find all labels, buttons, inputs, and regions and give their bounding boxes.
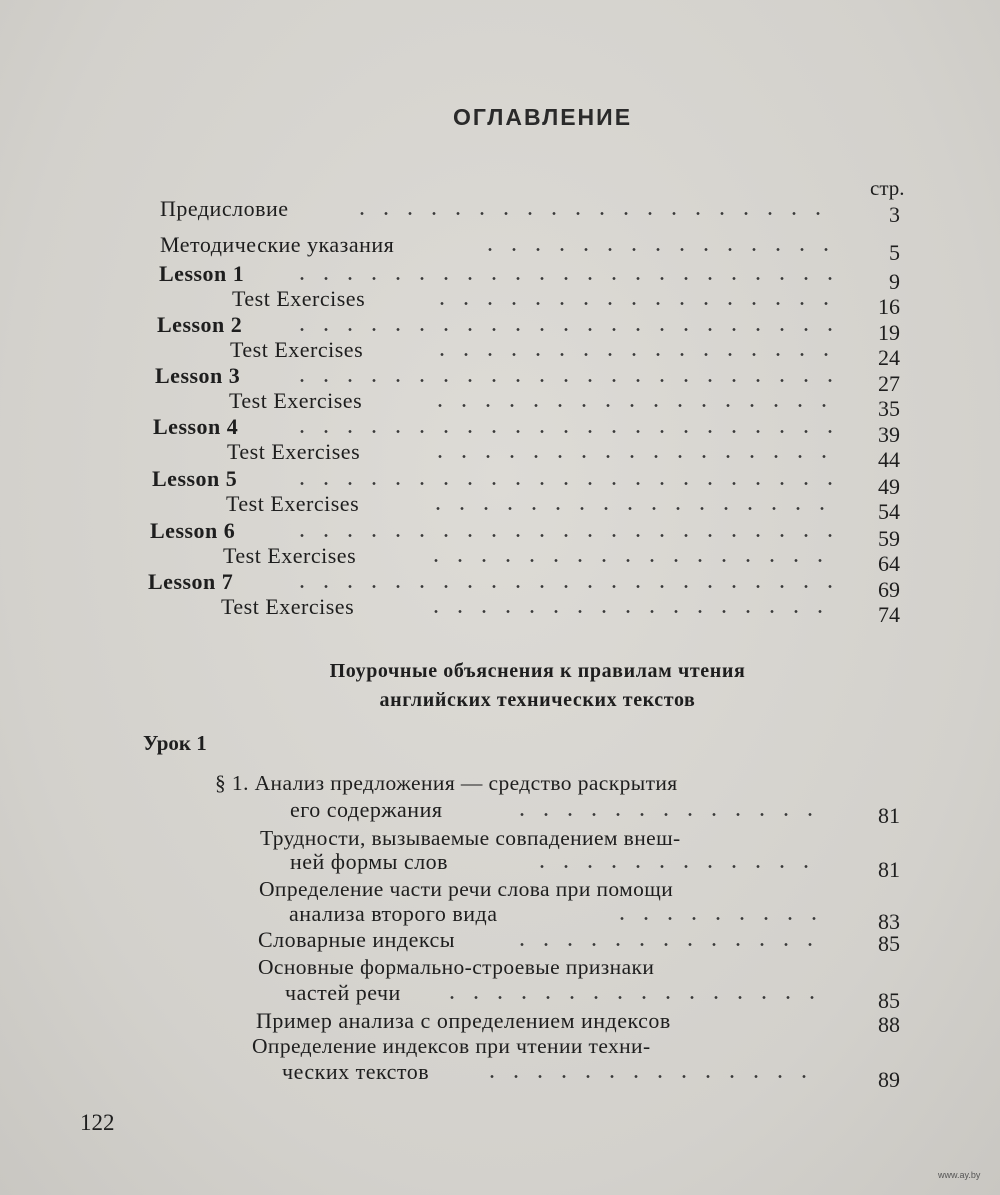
leader-dots <box>478 248 840 251</box>
section-entry <box>0 1059 1000 1092</box>
leader-dots <box>290 277 840 280</box>
toc-entry-page: 16 <box>878 294 900 319</box>
toc-entry-test-1 <box>0 286 1000 319</box>
section-page: 81 <box>878 803 900 828</box>
toc-entry-label: Lesson 3 <box>155 363 241 388</box>
toc-entry-lesson-2 <box>0 312 1000 345</box>
leader-dots <box>424 559 840 562</box>
toc-entry-page: 64 <box>878 551 900 576</box>
toc-entry-label: Методические указания <box>160 232 395 257</box>
toc-entry-page: 54 <box>878 499 900 524</box>
section-entry <box>0 1008 1000 1037</box>
toc-entry-page: 39 <box>878 422 900 447</box>
toc-entry-label: Test Exercises <box>226 491 360 516</box>
toc-entry-lesson-6 <box>0 518 1000 551</box>
section-entry <box>0 849 1000 882</box>
leader-dots <box>428 404 840 407</box>
section-label: ческих текстов <box>282 1059 430 1084</box>
toc-entry-page: 69 <box>878 577 900 602</box>
toc-entry-label: Lesson 4 <box>153 414 239 439</box>
toc-entry-page: 49 <box>878 474 900 499</box>
leader-dots <box>290 534 840 537</box>
toc-entry-test-2 <box>0 337 1000 370</box>
leader-dots <box>290 328 840 331</box>
section-page: 85 <box>878 931 900 956</box>
toc-entry-label: Lesson 5 <box>152 466 238 491</box>
toc-entry-test-6 <box>0 543 1000 576</box>
section-page: 81 <box>878 857 900 882</box>
toc-entry-page: 27 <box>878 371 900 396</box>
section-line: § 1. Анализ предложения — средство раскрытия <box>215 771 678 795</box>
section-label: Словарные индексы <box>258 927 456 952</box>
toc-entry-label: Test Exercises <box>221 594 355 619</box>
toc-entry-page: 24 <box>878 345 900 370</box>
toc-entry-label: Test Exercises <box>223 543 357 568</box>
section-entry <box>0 797 1000 828</box>
toc-entry-label: Lesson 1 <box>159 261 245 286</box>
toc-entry-test-7 <box>0 594 1000 627</box>
section-line: Определение части речи слова при помощи <box>259 877 674 901</box>
toc-entry-label: Lesson 7 <box>148 569 234 594</box>
watermark: www.ay.by <box>938 1170 981 1180</box>
section-page: 89 <box>878 1067 900 1092</box>
toc-entry-page: 59 <box>878 526 900 551</box>
section-subtitle-line-2: английских технических текстов <box>379 689 696 711</box>
toc-entry-lesson-4 <box>0 414 1000 447</box>
section-label: ней формы слов <box>290 849 449 874</box>
section-page: 83 <box>878 909 900 934</box>
toc-entry-label: Lesson 6 <box>150 518 236 543</box>
toc-entry-label: Предисловие <box>160 196 289 221</box>
section-label: Пример анализа с определением индексов <box>256 1008 671 1033</box>
toc-entry-label: Lesson 2 <box>157 312 243 337</box>
leader-dots <box>290 482 840 485</box>
section-line: Определение индексов при чтении техни- <box>252 1034 651 1058</box>
toc-entry-test-5 <box>0 491 1000 524</box>
leader-dots <box>430 353 840 356</box>
leader-dots <box>350 212 840 215</box>
leader-dots <box>428 455 840 458</box>
page-number: 122 <box>80 1110 115 1135</box>
toc-entry-test-4 <box>0 439 1000 472</box>
toc-entry-label: Test Exercises <box>229 388 363 413</box>
section-page: 88 <box>878 1012 900 1037</box>
section-page: 85 <box>878 988 900 1013</box>
leader-dots <box>440 996 820 999</box>
leader-dots <box>290 379 840 382</box>
toc-entry-page: 5 <box>889 240 900 265</box>
section-label: частей речи <box>285 980 401 1005</box>
toc-entry-lesson-7 <box>0 569 1000 602</box>
leader-dots <box>530 865 820 868</box>
leader-dots <box>480 1075 820 1078</box>
toc-entry-lesson-3 <box>0 363 1000 396</box>
leader-dots <box>430 302 840 305</box>
toc-entry-test-3 <box>0 388 1000 421</box>
lesson-heading: Урок 1 <box>143 731 207 755</box>
toc-entry-lesson-5 <box>0 466 1000 499</box>
toc-entry-lesson-1 <box>0 261 1000 294</box>
section-subtitle-line-1: Поурочные объяснения к правилам чтения <box>329 660 746 682</box>
leader-dots <box>510 813 820 816</box>
leader-dots <box>290 430 840 433</box>
toc-entry-page: 74 <box>878 602 900 627</box>
toc-entry-page: 19 <box>878 320 900 345</box>
toc-entry-label: Test Exercises <box>227 439 361 464</box>
leader-dots <box>610 917 820 920</box>
section-line: Трудности, вызываемые совпадением внеш- <box>260 826 681 850</box>
leader-dots <box>424 610 840 613</box>
section-line: Основные формально-строевые признаки <box>258 955 655 979</box>
leader-dots <box>290 585 840 588</box>
section-label: анализа второго вида <box>289 901 498 926</box>
section-entry <box>0 980 1000 1013</box>
toc-entry-page: 35 <box>878 396 900 421</box>
page-column-label: стр. <box>870 176 905 200</box>
page-title: ОГЛАВЛЕНИЕ <box>452 104 633 130</box>
toc-entry-label: Test Exercises <box>230 337 364 362</box>
toc-entry-page: 9 <box>889 269 900 294</box>
toc-entry-method <box>0 232 1000 265</box>
toc-entry-page: 44 <box>878 447 900 472</box>
section-entry <box>0 901 1000 934</box>
section-entry <box>0 927 1000 956</box>
toc-entry-label: Test Exercises <box>232 286 366 311</box>
leader-dots <box>510 943 820 946</box>
toc-entry-preface <box>0 196 1000 227</box>
leader-dots <box>426 507 840 510</box>
toc-entry-page: 3 <box>889 202 900 227</box>
section-label: его содержания <box>290 797 443 822</box>
